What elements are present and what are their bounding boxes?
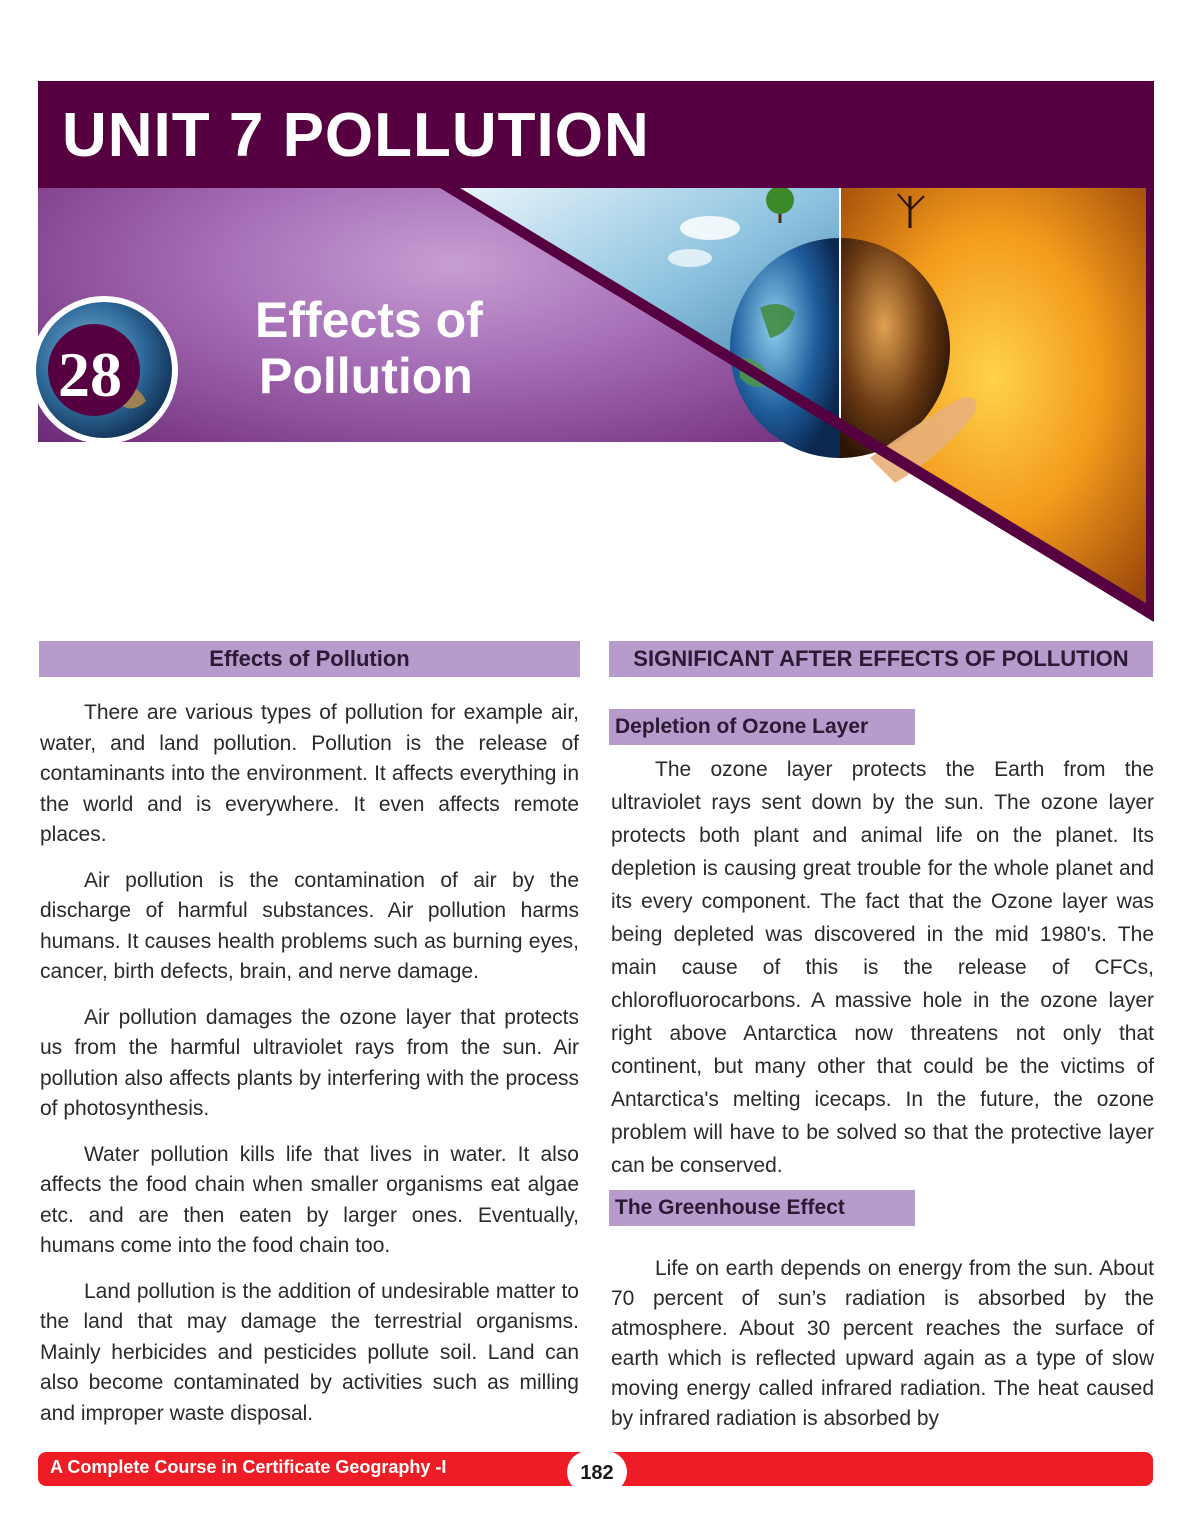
paragraph: Water pollution kills life that lives in water. It also affects the food chain when smaller organisms eat algae etc. and are then eaten by larger ones. Eventually, humans come into the food chain too. <box>40 1142 579 1257</box>
chapter-number: 28 <box>58 339 122 410</box>
polluted-earth-illustration <box>440 188 1154 622</box>
paragraph: There are various types of pollution for example air, water, and land pollution. Pollution is the release of contaminants into the environment. It affects everything in the world and is everywhere. It even affects remote places. <box>40 701 579 846</box>
footer-book-title: A Complete Course in Certificate Geography -I <box>50 1457 447 1477</box>
ozone-paragraph: The ozone layer protects the Earth from the ultraviolet rays sent down by the sun. The ozone layer protects both plant and animal life on the planet. Its depletion is causing great trouble for the whole planet and its every component. The fact that the Ozone layer was being depleted was discovered in the mid 1980's. The main cause of this is the release of CFCs, chlorofluorocarbons. A massive hole in the ozone layer right above Antarctica now threatens not only that continent, but many other that could be the victims of Antarctica's melting icecaps. In the future, the ozone problem will have to be solved so that the protective layer can be conserved. <box>611 758 1154 1177</box>
chapter-title <box>255 292 483 404</box>
chapter-title-line1: Effects of <box>255 292 483 348</box>
greenhouse-paragraph: Life on earth depends on energy from the sun. About 70 percent of sun’s radiation is absorbed by the atmosphere. About 30 percent reaches the surface of earth which is reflected upward again as a type of slow moving energy called infrared radiation. The heat caused by infrared radiation is absorbed by <box>611 1257 1154 1430</box>
section-heading-effects: Effects of Pollution <box>39 641 580 677</box>
chapter-title-line2: Pollution <box>259 348 473 404</box>
unit-title: UNIT 7 POLLUTION <box>62 101 650 170</box>
section-heading-after-effects: SIGNIFICANT AFTER EFFECTS OF POLLUTION <box>609 641 1153 677</box>
page-number: 182 <box>567 1451 627 1493</box>
paragraph: Land pollution is the addition of undesirable matter to the land that may damage the terrestrial organisms. Mainly herbicides and pesticides pollute soil. Land can also become contaminated by activities such as milling and improper waste disposal. <box>40 1279 579 1425</box>
left-column <box>40 698 579 1444</box>
subheading-ozone: Depletion of Ozone Layer <box>609 709 915 745</box>
subheading-greenhouse: The Greenhouse Effect <box>609 1190 915 1226</box>
paragraph: Air pollution is the contamination of air by the discharge of harmful substances. Air pollution harms humans. It causes health problems such as burning eyes, cancer, birth defects, brain, and nerve damage. <box>40 868 579 983</box>
paragraph: Air pollution damages the ozone layer that protects us from the harmful ultraviolet rays from the sun. Air pollution also affects plants by interfering with the process of photosynthesis. <box>40 1005 579 1120</box>
